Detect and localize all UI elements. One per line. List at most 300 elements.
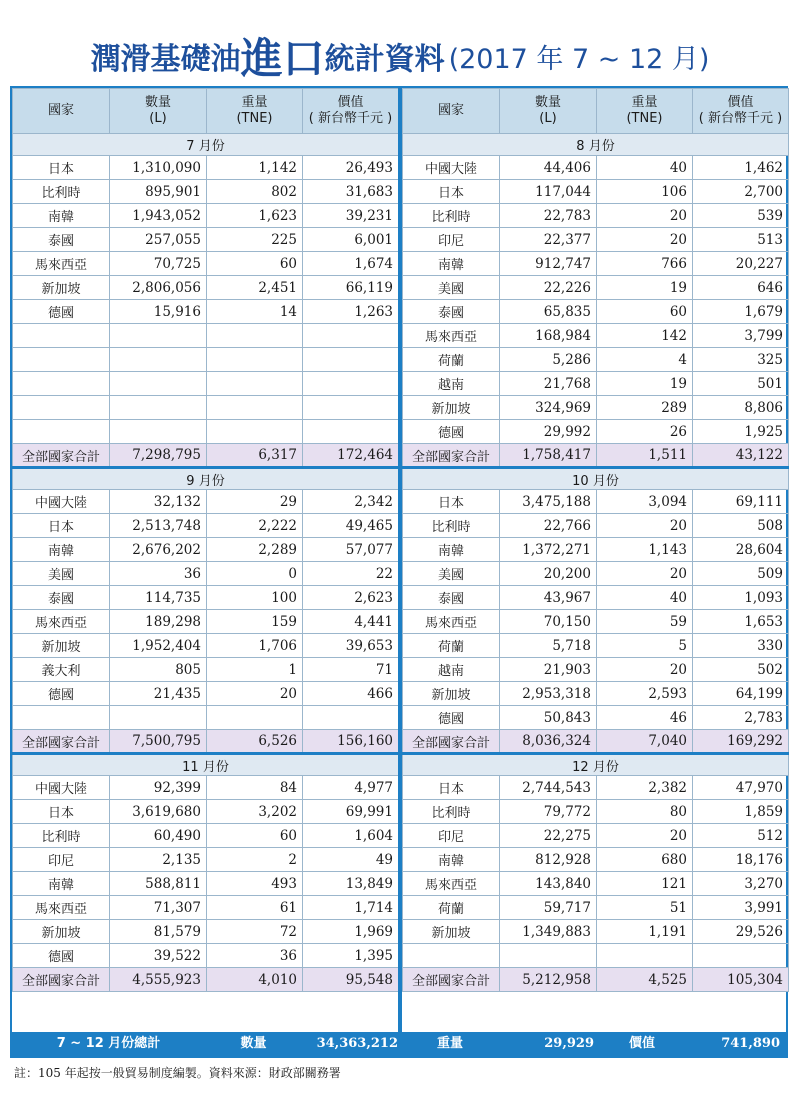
table-row [403,610,789,634]
country-cell: 美國 [13,562,110,586]
quantity-cell: 2,806,056 [110,276,207,300]
country-cell: 荷蘭 [403,634,500,658]
quantity-cell [110,396,207,420]
value-cell: 2,342 [303,490,399,514]
table-row [13,920,399,944]
value-cell: 49 [303,848,399,872]
total-row [403,730,789,754]
country-cell: 中國大陸 [13,776,110,800]
quantity-cell: 50,843 [500,706,597,730]
quantity-cell: 22,783 [500,204,597,228]
quantity-cell: 912,747 [500,252,597,276]
quantity-cell: 257,055 [110,228,207,252]
total-weight: 4,010 [207,968,303,992]
quantity-cell: 71,307 [110,896,207,920]
quantity-cell: 79,772 [500,800,597,824]
table-row [403,228,789,252]
country-cell [13,348,110,372]
table-row [403,372,789,396]
quantity-cell: 2,744,543 [500,776,597,800]
quantity-cell: 3,619,680 [110,800,207,824]
value-cell: 1,263 [303,300,399,324]
quantity-cell: 5,286 [500,348,597,372]
header-weight-line2: (TNE) [236,111,273,126]
table-row [13,562,399,586]
quantity-cell: 21,768 [500,372,597,396]
value-cell: 20,227 [693,252,789,276]
quantity-cell: 2,513,748 [110,514,207,538]
country-cell: 美國 [403,562,500,586]
right-table [402,88,789,992]
weight-cell: 2,222 [207,514,303,538]
weight-cell: 3,202 [207,800,303,824]
value-cell: 2,783 [693,706,789,730]
weight-cell: 59 [597,610,693,634]
weight-cell [207,372,303,396]
value-cell: 29,526 [693,920,789,944]
country-cell: 中國大陸 [403,156,500,180]
value-cell: 539 [693,204,789,228]
weight-cell [207,348,303,372]
weight-cell: 2,593 [597,682,693,706]
total-weight: 6,317 [207,444,303,468]
weight-cell: 46 [597,706,693,730]
weight-cell: 14 [207,300,303,324]
table-row [403,586,789,610]
value-cell: 64,199 [693,682,789,706]
weight-cell: 1,706 [207,634,303,658]
weight-cell: 2 [207,848,303,872]
value-cell: 1,969 [303,920,399,944]
table-row [13,658,399,682]
quantity-cell [110,324,207,348]
country-cell [13,396,110,420]
month-label: 9 月份 [13,468,399,490]
value-cell: 1,859 [693,800,789,824]
country-cell: 日本 [13,156,110,180]
table-row [403,156,789,180]
table-row [13,156,399,180]
table-row [13,706,399,730]
country-cell: 德國 [403,706,500,730]
table-row [13,180,399,204]
table-row [13,586,399,610]
month-header-row [403,754,789,776]
weight-cell: 20 [597,204,693,228]
country-cell [403,944,500,968]
footnote: 註：105 年起按一般貿易制度編製。資料來源：財政部關務署 [14,1066,341,1080]
value-cell [303,420,399,444]
header-quantity [110,89,207,134]
month-header-row [13,468,399,490]
weight-cell: 289 [597,396,693,420]
country-cell: 日本 [403,776,500,800]
value-cell: 512 [693,824,789,848]
value-cell: 13,849 [303,872,399,896]
quantity-cell: 92,399 [110,776,207,800]
table-row [13,348,399,372]
country-cell [13,420,110,444]
country-cell: 德國 [13,300,110,324]
table-row [13,204,399,228]
total-quantity: 8,036,324 [500,730,597,754]
value-cell: 2,700 [693,180,789,204]
country-cell: 新加坡 [13,920,110,944]
total-quantity: 7,298,795 [110,444,207,468]
quantity-cell: 22,226 [500,276,597,300]
month-header-row [403,468,789,490]
country-cell: 馬來西亞 [13,610,110,634]
country-cell: 德國 [13,944,110,968]
value-cell: 646 [693,276,789,300]
value-cell: 1,674 [303,252,399,276]
quantity-cell: 114,735 [110,586,207,610]
month-label: 7 月份 [13,134,399,156]
table-row [13,372,399,396]
country-cell: 新加坡 [403,682,500,706]
weight-cell: 0 [207,562,303,586]
total-weight: 7,040 [597,730,693,754]
country-cell: 南韓 [403,848,500,872]
weight-cell: 493 [207,872,303,896]
value-cell: 1,604 [303,824,399,848]
quantity-cell: 21,903 [500,658,597,682]
quantity-cell: 70,150 [500,610,597,634]
table-row [403,706,789,730]
weight-cell: 40 [597,156,693,180]
value-cell: 1,714 [303,896,399,920]
total-value: 172,464 [303,444,399,468]
value-cell: 47,970 [693,776,789,800]
summary-label: 7 ~ 12 月份總計 [56,1036,161,1051]
table-row [403,896,789,920]
header-weight-line2: (TNE) [626,111,663,126]
quantity-cell: 15,916 [110,300,207,324]
weight-cell: 2,289 [207,538,303,562]
total-label: 全部國家合計 [403,730,500,754]
value-cell: 1,925 [693,420,789,444]
country-cell: 泰國 [13,228,110,252]
weight-cell: 20 [207,682,303,706]
country-cell: 中國大陸 [13,490,110,514]
total-label: 全部國家合計 [403,968,500,992]
value-cell: 1,653 [693,610,789,634]
summary-value-label: 價值 [628,1036,655,1051]
country-cell: 印尼 [13,848,110,872]
value-cell: 2,623 [303,586,399,610]
month-header-row [403,134,789,156]
table-row [403,538,789,562]
weight-cell: 4 [597,348,693,372]
month-header-row [13,134,399,156]
weight-cell [207,420,303,444]
left-table [12,88,399,992]
country-cell: 新加坡 [13,634,110,658]
value-cell: 4,441 [303,610,399,634]
value-cell: 513 [693,228,789,252]
weight-cell: 1,191 [597,920,693,944]
table-row [13,824,399,848]
quantity-cell: 2,953,318 [500,682,597,706]
quantity-cell: 117,044 [500,180,597,204]
quantity-cell: 2,676,202 [110,538,207,562]
total-value: 105,304 [693,968,789,992]
total-quantity: 4,555,923 [110,968,207,992]
country-cell: 南韓 [13,204,110,228]
country-cell: 比利時 [13,180,110,204]
weight-cell: 3,094 [597,490,693,514]
value-cell: 3,991 [693,896,789,920]
country-cell: 日本 [13,514,110,538]
summary-qty-label: 數量 [240,1036,267,1051]
country-cell: 日本 [13,800,110,824]
value-cell: 501 [693,372,789,396]
quantity-cell [110,420,207,444]
table-row [403,180,789,204]
country-cell: 馬來西亞 [13,896,110,920]
quantity-cell: 44,406 [500,156,597,180]
value-cell: 69,111 [693,490,789,514]
total-label: 全部國家合計 [403,444,500,468]
value-cell: 1,462 [693,156,789,180]
quantity-cell [110,348,207,372]
country-cell: 泰國 [403,300,500,324]
table-row [403,204,789,228]
weight-cell: 60 [207,252,303,276]
table-row [13,396,399,420]
total-quantity: 7,500,795 [110,730,207,754]
country-cell: 義大利 [13,658,110,682]
weight-cell: 20 [597,562,693,586]
value-cell: 4,977 [303,776,399,800]
weight-cell: 20 [597,658,693,682]
table-row [403,420,789,444]
quantity-cell: 70,725 [110,252,207,276]
weight-cell: 40 [597,586,693,610]
weight-cell [207,324,303,348]
quantity-cell: 1,310,090 [110,156,207,180]
weight-cell: 5 [597,634,693,658]
weight-cell: 20 [597,824,693,848]
summary-qty-value: 34,363,212 [316,1036,398,1051]
country-cell: 新加坡 [403,920,500,944]
quantity-cell: 22,275 [500,824,597,848]
value-cell: 509 [693,562,789,586]
weight-cell: 19 [597,372,693,396]
month-label: 10 月份 [403,468,789,490]
total-row [13,968,399,992]
weight-cell: 1 [207,658,303,682]
total-quantity: 5,212,958 [500,968,597,992]
table-row [13,776,399,800]
title-part2: 進口 [240,34,325,83]
quantity-cell: 60,490 [110,824,207,848]
weight-cell: 142 [597,324,693,348]
header-weight [207,89,303,134]
total-value: 169,292 [693,730,789,754]
table-row [13,610,399,634]
quantity-cell: 895,901 [110,180,207,204]
month-header-row [13,754,399,776]
title-period: (2017 年 7 ~ 12 月) [448,43,710,75]
value-cell: 71 [303,658,399,682]
value-cell [303,348,399,372]
value-cell: 66,119 [303,276,399,300]
quantity-cell [110,372,207,396]
total-weight: 4,525 [597,968,693,992]
total-row [403,968,789,992]
country-cell: 德國 [403,420,500,444]
quantity-cell: 36 [110,562,207,586]
country-cell: 日本 [403,490,500,514]
quantity-cell: 65,835 [500,300,597,324]
table-row [403,682,789,706]
value-cell [303,324,399,348]
quantity-cell [500,944,597,968]
table-row [13,228,399,252]
table-row [13,872,399,896]
summary-weight-value: 29,929 [544,1036,594,1051]
quantity-cell: 29,992 [500,420,597,444]
value-cell: 26,493 [303,156,399,180]
quantity-cell: 3,475,188 [500,490,597,514]
table-row [13,800,399,824]
quantity-cell: 143,840 [500,872,597,896]
total-quantity: 1,758,417 [500,444,597,468]
country-cell: 德國 [13,682,110,706]
quantity-cell: 168,984 [500,324,597,348]
header-country: 國家 [403,89,500,134]
value-cell [693,944,789,968]
header-value-line1: 價值 [727,95,754,110]
table-row [403,634,789,658]
weight-cell: 36 [207,944,303,968]
table-row [403,562,789,586]
total-value: 156,160 [303,730,399,754]
total-row [403,444,789,468]
value-cell: 1,395 [303,944,399,968]
summary-value-value: 741,890 [721,1036,780,1051]
country-cell: 南韓 [403,538,500,562]
header-value-line2: ( 新台幣千元 ) [308,111,393,126]
table-row [13,896,399,920]
total-label: 全部國家合計 [13,444,110,468]
weight-cell: 106 [597,180,693,204]
statistics-frame [10,86,788,1058]
country-cell: 美國 [403,276,500,300]
table-row [403,824,789,848]
value-cell [303,372,399,396]
quantity-cell: 22,766 [500,514,597,538]
table-row [13,490,399,514]
quantity-cell: 20,200 [500,562,597,586]
header-value-line2: ( 新台幣千元 ) [698,111,783,126]
weight-cell: 121 [597,872,693,896]
country-cell: 荷蘭 [403,896,500,920]
total-row [13,444,399,468]
country-cell: 比利時 [13,824,110,848]
value-cell: 1,679 [693,300,789,324]
total-row [13,730,399,754]
weight-cell: 84 [207,776,303,800]
table-row [13,634,399,658]
country-cell: 越南 [403,372,500,396]
table-row [403,800,789,824]
quantity-cell: 1,372,271 [500,538,597,562]
value-cell: 22 [303,562,399,586]
country-cell: 越南 [403,658,500,682]
quantity-cell: 21,435 [110,682,207,706]
country-cell: 泰國 [403,586,500,610]
total-value: 95,548 [303,968,399,992]
country-cell: 南韓 [13,872,110,896]
quantity-cell: 43,967 [500,586,597,610]
quantity-cell: 59,717 [500,896,597,920]
table-row [403,944,789,968]
header-quantity [500,89,597,134]
header-value [693,89,789,134]
header-quantity-line2: (L) [539,111,557,126]
table-row [13,538,399,562]
weight-cell: 1,143 [597,538,693,562]
table-row [403,920,789,944]
country-cell: 印尼 [403,228,500,252]
value-cell: 330 [693,634,789,658]
quantity-cell: 805 [110,658,207,682]
value-cell: 325 [693,348,789,372]
header-value-line1: 價值 [337,95,364,110]
header-value [303,89,399,134]
weight-cell: 61 [207,896,303,920]
quantity-cell: 588,811 [110,872,207,896]
weight-cell: 2,451 [207,276,303,300]
country-cell: 日本 [403,180,500,204]
country-cell: 南韓 [403,252,500,276]
country-cell: 泰國 [13,586,110,610]
header-country: 國家 [13,89,110,134]
country-cell: 印尼 [403,824,500,848]
table-row [403,324,789,348]
quantity-cell: 189,298 [110,610,207,634]
weight-cell: 766 [597,252,693,276]
quantity-cell: 39,522 [110,944,207,968]
table-row [403,348,789,372]
country-cell: 比利時 [403,204,500,228]
weight-cell: 20 [597,514,693,538]
total-label: 全部國家合計 [13,968,110,992]
quantity-cell: 812,928 [500,848,597,872]
table-row [13,252,399,276]
country-cell: 荷蘭 [403,348,500,372]
weight-cell: 802 [207,180,303,204]
header-row [13,89,399,134]
summary-bar [12,1032,786,1056]
table-row [13,682,399,706]
weight-cell: 80 [597,800,693,824]
table-row [13,324,399,348]
weight-cell: 60 [207,824,303,848]
country-cell: 馬來西亞 [403,610,500,634]
table-row [13,848,399,872]
value-cell: 466 [303,682,399,706]
weight-cell: 1,623 [207,204,303,228]
value-cell: 502 [693,658,789,682]
table-row [403,490,789,514]
quantity-cell: 2,135 [110,848,207,872]
header-quantity-line2: (L) [149,111,167,126]
header-row [403,89,789,134]
weight-cell: 26 [597,420,693,444]
